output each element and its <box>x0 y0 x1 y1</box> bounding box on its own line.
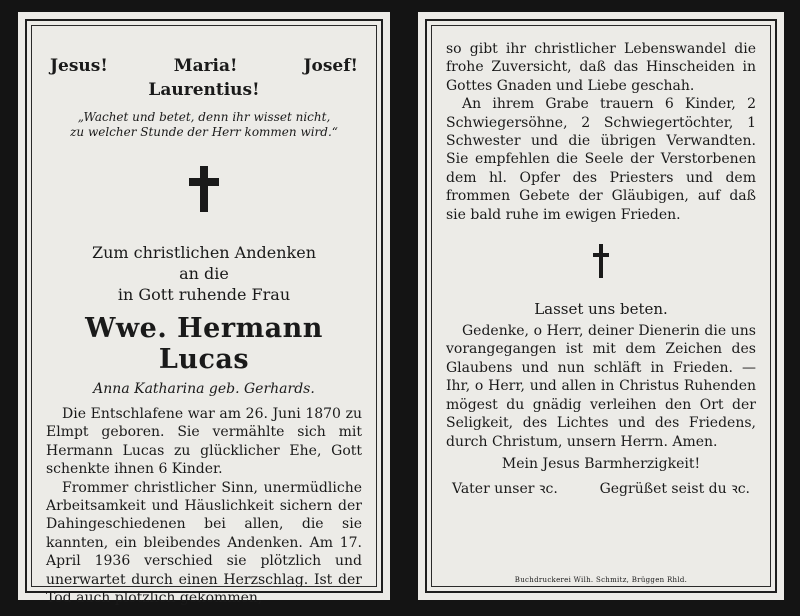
mourners-paragraph: An ihrem Grabe trauern 6 Kinder, 2 Schwiegersöhne, 2 Schwiegertöchter, 1 Schwester und die übrigen Verwandten. Sie empfehlen die Seele der Verstorbenen dem hl. Opfer des Priesters und dem frommen Gebete der Gläubigen, auf daß sie bald ruhe im ewigen Frieden. <box>446 96 756 223</box>
prayer-title: Lasset uns beten. <box>534 300 668 319</box>
maiden-name: Anna Katharina geb. Gerhards. <box>93 381 315 397</box>
right-card <box>418 12 784 600</box>
right-card-border <box>425 19 777 593</box>
intro-line-2: an die <box>179 264 229 283</box>
closing-invocation: Mein Jesus Barmherzigkeit! <box>501 455 701 472</box>
biography-paragraph-1: Die Entschlafene war am 26. Juni 1870 zu Elmpt geboren. Sie vermählte sich mit Hermann Lucas zu glücklicher Ehe, Gott schenkte ihnen 6 Kinder. <box>46 406 362 478</box>
intro-line-3: in Gott ruhende Frau <box>117 285 291 304</box>
cross-icon <box>46 166 362 212</box>
deceased-name: Wwe. Hermann Lucas <box>85 313 323 375</box>
printer-credit: Buchdruckerei Wilh. Schmitz, Brüggen Rhld. <box>514 576 688 584</box>
right-card-content <box>446 40 756 576</box>
small-cross-icon <box>446 244 756 278</box>
invocation-josef: Josef! <box>303 56 358 76</box>
continuation-paragraph: so gibt ihr christlicher Lebenswandel die frohe Zuversicht, daß das Hinscheiden in Gottes Gnaden und Liebe geschah. <box>446 41 756 94</box>
left-card-inner-border <box>31 25 377 607</box>
invocation-maria: Maria! <box>173 56 238 76</box>
saint-name: Laurentius! <box>148 80 260 100</box>
invocations <box>46 36 362 76</box>
prayer-text: Gedenke, o Herr, deiner Dienerin die uns vorangegangen ist mit dem Zeichen des Glaubens und nun schläft in Frieden. — Ihr, o Herr, und allen in Christus Ruhenden mögest du gnädig verleihen den Ort der Seligkeit, des Lichtes und des Friedens, durch Christum, unsern Herrn. Amen. <box>446 323 756 450</box>
memorial-intro <box>46 242 362 305</box>
final-prayer-left: Vater unser ꝛc. <box>452 480 558 497</box>
right-card-inner-border <box>431 25 771 587</box>
quote-line-2: zu welcher Stunde der Herr kommen wird.“ <box>70 125 338 139</box>
quote-line-1: „Wachet und betet, denn ihr wisset nicht, <box>77 110 331 124</box>
scripture-quote <box>46 110 362 140</box>
biography-paragraph-2: Frommer christlicher Sinn, unermüdliche Arbeitsamkeit und Häuslichkeit sichern der Dahingeschiedenen bei allen, die sie kannten, ein bleibendes Andenken. Am 17. April 1936 verschied sie plötzlich und unerwartet durch einen Herzschlag. Ist der Tod auch plötzlich gekommen, <box>46 479 362 607</box>
biography <box>46 405 362 607</box>
final-prayers <box>446 479 756 498</box>
left-card-content <box>46 36 362 607</box>
final-prayer-right: Gegrüßet seist du ꝛc. <box>599 480 750 497</box>
intro-line-1: Zum christlichen Andenken <box>91 243 317 262</box>
left-card <box>18 12 390 607</box>
left-card-border <box>25 19 383 607</box>
invocation-jesus: Jesus! <box>50 56 108 76</box>
